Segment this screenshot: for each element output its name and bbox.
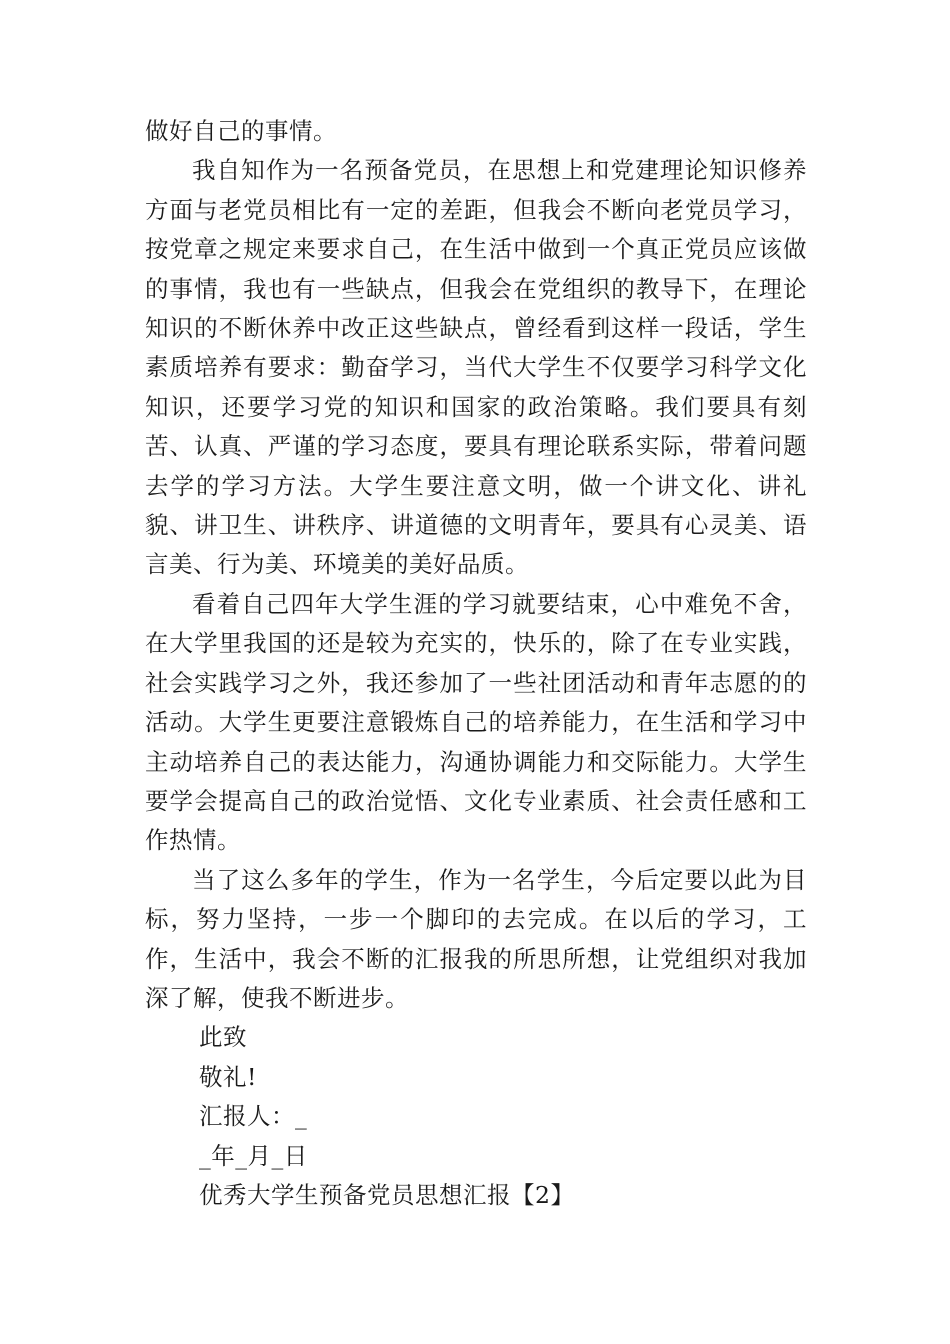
reporter-line: 汇报人：_: [199, 1102, 308, 1131]
paragraph-continuation: 做好自己的事情。: [145, 117, 337, 145]
paragraph-university-life: 看着自己四年大学生涯的学习就要结束，心中难免不舍，在大学里我国的还是较为充实的，快乐的，除了在专业实践，社会实践学习之外，我还参加了一些社团活动和青年志愿的的活动。大学生更要注意锻炼自己的培养能力，在生活和学习中主动培养自己的表达能力，沟通协调能力和交际能力。大学生要学会提高自己的政治觉悟、文化专业素质、社会责任感和工作热情。: [145, 589, 807, 855]
date-line: _年_月_日: [199, 1141, 308, 1170]
paragraph-self-awareness: 我自知作为一名预备党员，在思想上和党建理论知识修养方面与老党员相比有一定的差距，但我会不断向老党员学习，按党章之规定来要求自己，在生活中做到一个真正党员应该做的事情，我也有一些缺点，但我会在党组织的教导下，在理论知识的不断休养中改正这些缺点，曾经看到这样一段话，学生素质培养有要求：勤奋学习，当代大学生不仅要学习科学文化知识，还要学习党的知识和国家的政治策略。我们要具有刻苦、认真、严谨的学习态度，要具有理论联系实际，带着问题去学的学习方法。大学生要注意文明，做一个讲文化、讲礼貌、讲卫生、讲秩序、讲道德的文明青年，要具有心灵美、语言美、行为美、环境美的美好品质。: [145, 156, 807, 579]
closing-regards: 敬礼!: [199, 1062, 257, 1091]
closing-salutation: 此致: [199, 1023, 248, 1052]
next-section-title: 优秀大学生预备党员思想汇报【2】: [199, 1180, 575, 1209]
document-body: [145, 112, 807, 1215]
paragraph-future-goals: 当了这么多年的学生，作为一名学生，今后定要以此为目标，努力坚持，一步一个脚印的去完成。在以后的学习，工作，生活中，我会不断的汇报我的所思所想，让党组织对我加深了解，使我不断进步。: [145, 865, 807, 1012]
